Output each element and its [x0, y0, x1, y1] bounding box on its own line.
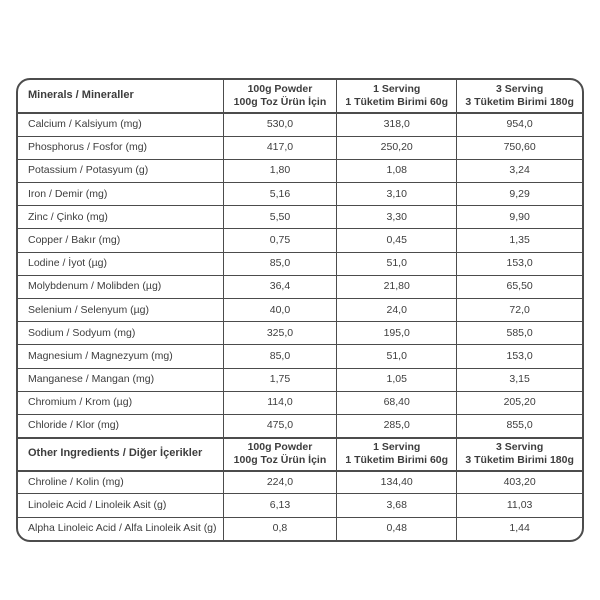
- value-cell: 3,10: [337, 183, 457, 206]
- value-cell: 153,0: [457, 252, 582, 275]
- value-cell: 9,29: [457, 183, 582, 206]
- column-header-line1: 3 Serving: [495, 82, 544, 95]
- value-cell: 285,0: [337, 414, 457, 437]
- row-label: Linoleic Acid / Linoleik Asit (g): [18, 494, 223, 517]
- table-row: [18, 252, 582, 275]
- row-label: Calcium / Kalsiyum (mg): [18, 113, 223, 136]
- section-title: Minerals / Mineraller: [18, 80, 223, 113]
- value-cell: 954,0: [457, 113, 582, 136]
- value-cell: 65,50: [457, 275, 582, 298]
- table-row: [18, 299, 582, 322]
- value-cell: 72,0: [457, 299, 582, 322]
- column-header-line2: 100g Toz Ürün İçin: [233, 454, 327, 467]
- value-cell: 3,15: [457, 368, 582, 391]
- value-cell: 0,8: [223, 517, 336, 540]
- column-header: [457, 438, 582, 471]
- row-label: Chroline / Kolin (mg): [18, 471, 223, 494]
- value-cell: 318,0: [337, 113, 457, 136]
- row-label: Alpha Linoleic Acid / Alfa Linoleik Asit (g): [18, 517, 223, 540]
- value-cell: 1,35: [457, 229, 582, 252]
- table-row: [18, 414, 582, 437]
- column-header-line1: 1 Serving: [373, 441, 421, 453]
- row-label: Manganese / Mangan (mg): [18, 368, 223, 391]
- table-row: [18, 471, 582, 494]
- row-label: Phosphorus / Fosfor (mg): [18, 136, 223, 159]
- value-cell: 153,0: [457, 345, 582, 368]
- value-cell: 1,08: [337, 159, 457, 182]
- nutrition-table-container: [16, 78, 584, 542]
- value-cell: 0,45: [337, 229, 457, 252]
- value-cell: 3,30: [337, 206, 457, 229]
- value-cell: 750,60: [457, 136, 582, 159]
- row-label: Lodine / İyot (µg): [18, 252, 223, 275]
- column-header-line2: 100g Toz Ürün İçin: [233, 96, 327, 108]
- table-row: [18, 391, 582, 414]
- row-label: Chloride / Klor (mg): [18, 414, 223, 437]
- row-label: Molybdenum / Molibden (µg): [18, 275, 223, 298]
- value-cell: 9,90: [457, 206, 582, 229]
- column-header-line2: 3 Tüketim Birimi 180g: [465, 454, 574, 467]
- column-header-line2: 3 Tüketim Birimi 180g: [465, 96, 574, 108]
- row-label: Magnesium / Magnezyum (mg): [18, 345, 223, 368]
- value-cell: 24,0: [337, 299, 457, 322]
- column-header-line1: 100g Powder: [247, 82, 313, 95]
- row-label: Copper / Bakır (mg): [18, 229, 223, 252]
- column-header: [223, 80, 336, 113]
- value-cell: 6,13: [223, 494, 336, 517]
- value-cell: 205,20: [457, 391, 582, 414]
- value-cell: 68,40: [337, 391, 457, 414]
- table-row: [18, 183, 582, 206]
- value-cell: 585,0: [457, 322, 582, 345]
- column-header-line1: 100g Powder: [247, 441, 313, 453]
- value-cell: 5,16: [223, 183, 336, 206]
- row-label: Potassium / Potasyum (g): [18, 159, 223, 182]
- value-cell: 51,0: [337, 345, 457, 368]
- table-row: [18, 494, 582, 517]
- value-cell: 530,0: [223, 113, 336, 136]
- value-cell: 3,68: [337, 494, 457, 517]
- row-label: Zinc / Çinko (mg): [18, 206, 223, 229]
- value-cell: 1,80: [223, 159, 336, 182]
- row-label: Selenium / Selenyum (µg): [18, 299, 223, 322]
- value-cell: 403,20: [457, 471, 582, 494]
- value-cell: 0,48: [337, 517, 457, 540]
- column-header: [223, 438, 336, 471]
- table-row: [18, 345, 582, 368]
- value-cell: 40,0: [223, 299, 336, 322]
- value-cell: 250,20: [337, 136, 457, 159]
- value-cell: 114,0: [223, 391, 336, 414]
- value-cell: 36,4: [223, 275, 336, 298]
- value-cell: 224,0: [223, 471, 336, 494]
- value-cell: 417,0: [223, 136, 336, 159]
- column-header: [337, 438, 457, 471]
- value-cell: 1,75: [223, 368, 336, 391]
- value-cell: 1,05: [337, 368, 457, 391]
- value-cell: 134,40: [337, 471, 457, 494]
- section-header-row: [18, 80, 582, 113]
- table-row: [18, 206, 582, 229]
- column-header: [457, 80, 582, 113]
- value-cell: 475,0: [223, 414, 336, 437]
- column-header-line2: 1 Tüketim Birimi 60g: [345, 96, 449, 108]
- value-cell: 855,0: [457, 414, 582, 437]
- value-cell: 5,50: [223, 206, 336, 229]
- section-header-row: [18, 438, 582, 471]
- table-row: [18, 368, 582, 391]
- value-cell: 0,75: [223, 229, 336, 252]
- row-label: Iron / Demir (mg): [18, 183, 223, 206]
- value-cell: 51,0: [337, 252, 457, 275]
- value-cell: 3,24: [457, 159, 582, 182]
- nutrition-table: [18, 80, 582, 540]
- value-cell: 21,80: [337, 275, 457, 298]
- column-header-line1: 3 Serving: [495, 441, 544, 453]
- section-title: Other Ingredients / Diğer İçerikler: [18, 438, 223, 471]
- column-header-line2: 1 Tüketim Birimi 60g: [345, 454, 449, 467]
- row-label: Sodium / Sodyum (mg): [18, 322, 223, 345]
- row-label: Chromium / Krom (µg): [18, 391, 223, 414]
- table-row: [18, 275, 582, 298]
- value-cell: 85,0: [223, 252, 336, 275]
- value-cell: 85,0: [223, 345, 336, 368]
- nutrition-table-body: [18, 80, 582, 540]
- value-cell: 325,0: [223, 322, 336, 345]
- column-header: [337, 80, 457, 113]
- value-cell: 1,44: [457, 517, 582, 540]
- value-cell: 195,0: [337, 322, 457, 345]
- table-row: [18, 229, 582, 252]
- table-row: [18, 113, 582, 136]
- table-row: [18, 322, 582, 345]
- table-row: [18, 517, 582, 540]
- table-row: [18, 136, 582, 159]
- table-row: [18, 159, 582, 182]
- column-header-line1: 1 Serving: [373, 82, 421, 95]
- value-cell: 11,03: [457, 494, 582, 517]
